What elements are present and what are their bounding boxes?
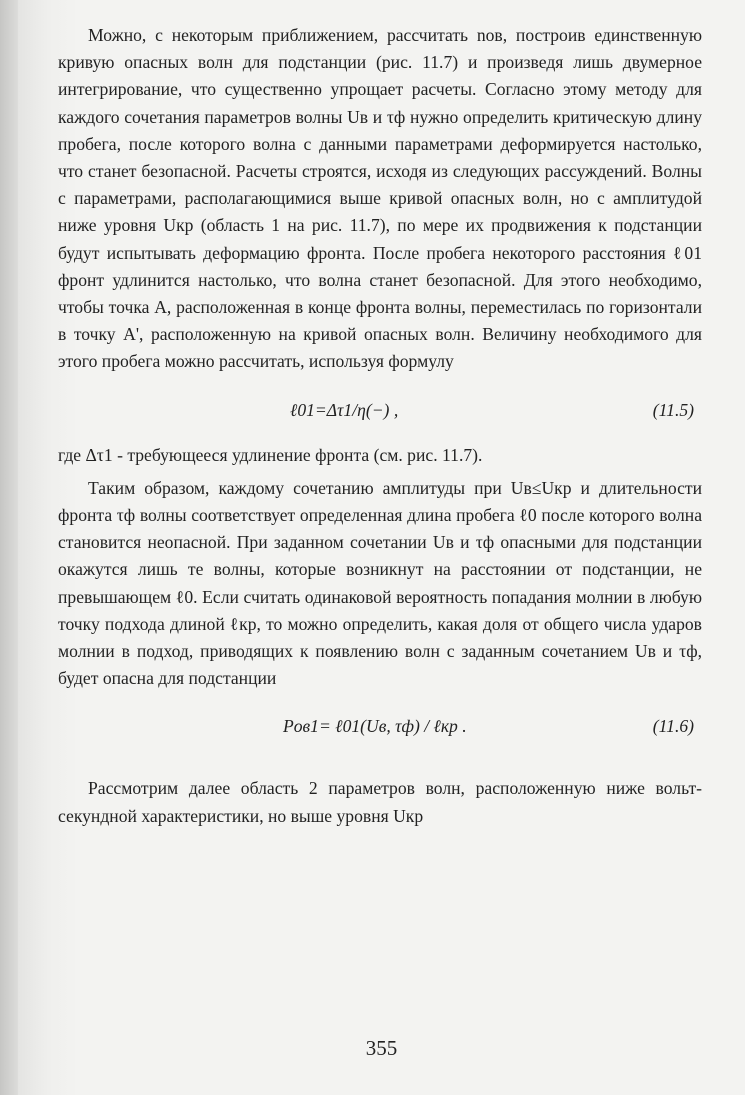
page-number: 355: [365, 1036, 398, 1060]
formula-11-6-number: (11.6): [652, 716, 694, 737]
paragraph-4: Рассмотрим далее область 2 параметров волн, расположенную ниже вольт-секундной характеристики, но выше уровня Uкр: [58, 778, 702, 826]
paragraph-1: Можно, с некоторым приближением, рассчитать nов, построив единственную кривую опасных волн для подстанции (рис. 11.7) и произведя лишь двумерное интегрирование, что существенно упрощает расчеты. Согласно этому методу для каждого сочетания параметров волны Uв и τф нужно определить критическую длину пробега, после которого волна с данными параметрами деформируется настолько, что станет безопасной. Расчеты строятся, исходя из следующих рассуждений. Волны с параметрами, располагающимися выше кривой опасных волн, но с амплитудой ниже уровня Uкр (область 1 на рис. 11.7), по мере их продвижения к подстанции будут испытывать деформацию фронта. После пробега некоторого расстояния ℓ01 фронт удлинится настолько, что волна станет безопасной. Для этого необходимо, чтобы точка A, расположенная в конце фронта волны, переместилась по горизонтали в точку A', расположенную на кривой опасных волн. Величину необходимого для этого пробега можно рассчитать, используя формулу: [58, 25, 702, 372]
formula-11-5: [58, 397, 702, 424]
formula-11-6: [58, 713, 702, 740]
page-body: [58, 22, 702, 830]
page-gutter-shadow: [0, 0, 18, 1095]
book-page: [18, 0, 745, 1095]
formula-11-5-expression: ℓ01=Δτ1/η(−) ,: [290, 399, 399, 420]
paragraph-3: Таким образом, каждому сочетанию амплитуды при Uв≤Uкр и длительности фронта τф волны соответствует определенная длина пробега ℓ0 после которого волна становится неопасной. При заданном сочетании Uв и τф опасными для подстанции окажутся лишь те волны, которые возникнут на расстоянии от подстанции, не превышающем ℓ0. Если считать одинаковой вероятность попадания молнии в любую точку подхода длиной ℓкр, то можно определить, какая доля от общего числа ударов молнии в подход, приводящих к появлению волн с заданным сочетанием Uв и τф, будет опасна для подстанции: [58, 477, 702, 689]
formula-11-6-expression: Pов1= ℓ01(Uв, τф) / ℓкр .: [283, 716, 467, 737]
paragraph-2: где Δτ1 - требующееся удлинение фронта (см. рис. 11.7).: [58, 444, 483, 465]
formula-11-5-number: (11.5): [652, 399, 694, 420]
